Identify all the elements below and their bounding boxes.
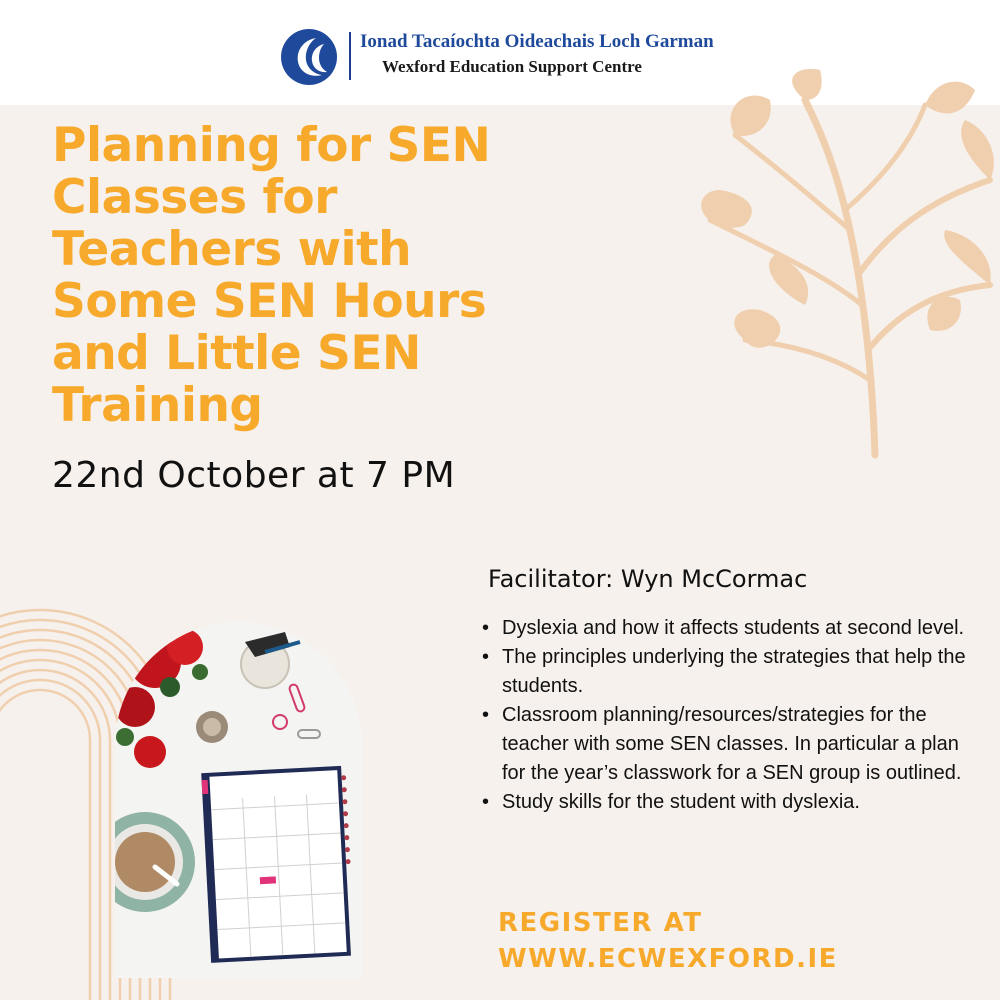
org-name-english: Wexford Education Support Centre [382, 57, 642, 76]
title-line: Teachers with [52, 222, 412, 277]
list-item: • Study skills for the student with dyslexia. [480, 788, 980, 817]
topic-list [480, 614, 980, 817]
register-label: REGISTER AT [498, 908, 703, 938]
title-line: and Little SEN [52, 326, 421, 381]
title-line: Planning for SEN [52, 118, 491, 173]
event-date: 22nd October at 7 PM [52, 455, 456, 496]
facilitator-name: Facilitator: Wyn McCormac [488, 565, 808, 593]
desk-planner-photo [115, 622, 362, 978]
list-item: • The principles underlying the strategies that help the students. [480, 643, 980, 701]
list-item: • Classroom planning/resources/strategies for the teacher with some SEN classes. In particular a plan for the year’s classwork for a SEN group is outlined. [480, 701, 980, 788]
event-title [52, 120, 652, 432]
org-name-irish: Ionad Tacaíochta Oideachais Loch Garman [360, 31, 714, 52]
logo-divider [349, 32, 351, 80]
list-item: • Dyslexia and how it affects students at second level. [480, 614, 980, 643]
title-line: Training [52, 378, 263, 433]
register-url: WWW.ECWEXFORD.IE [498, 944, 838, 974]
title-line: Some SEN Hours [52, 274, 487, 329]
register-link[interactable] [498, 905, 838, 977]
crescent-wave-logo [280, 28, 338, 86]
title-line: Classes for [52, 170, 337, 225]
leaf-branch-icon [690, 60, 1000, 460]
